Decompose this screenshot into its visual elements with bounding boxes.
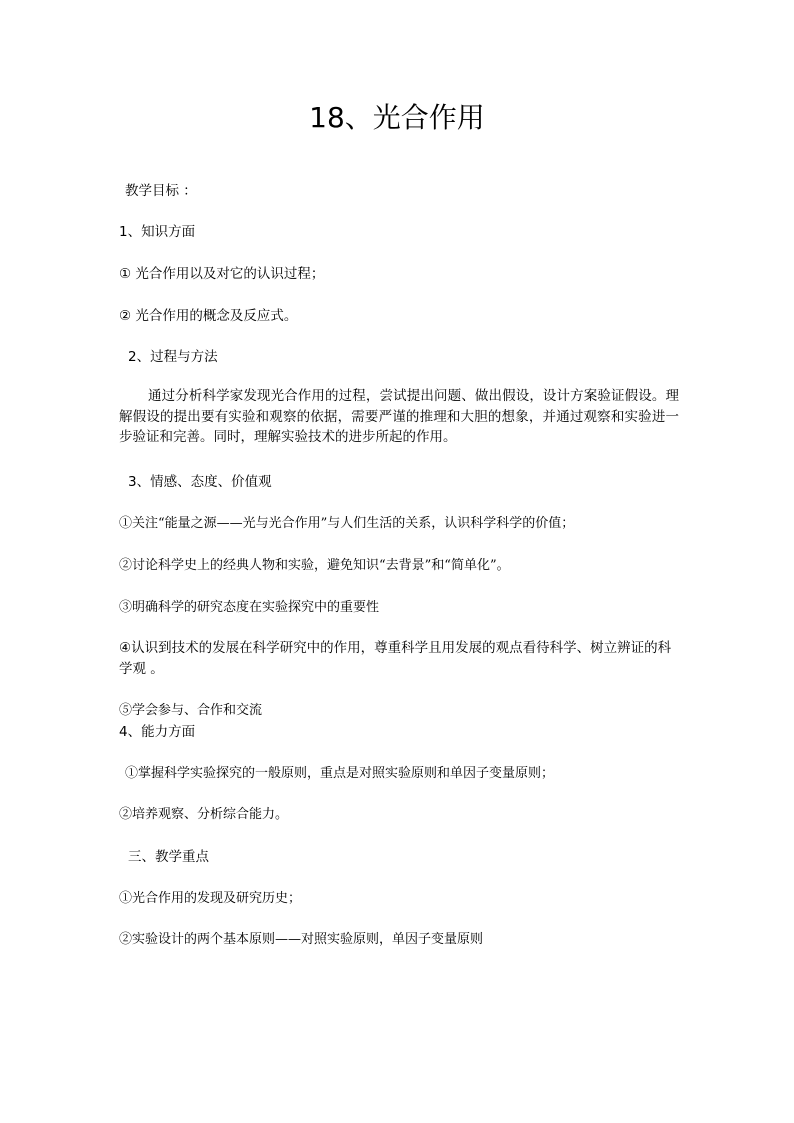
section3-item-5: ⑤学会参与、合作和交流 <box>119 703 263 718</box>
section5-heading: 三、教学重点 <box>128 849 209 865</box>
section1-heading: 1、知识方面 <box>119 224 196 240</box>
section3-item-4: ④认识到技术的发展在科学研究中的作用，尊重科学且用发展的观点看待科学、树立辨证的科学观 。 <box>119 640 672 677</box>
goals-heading: 教学目标 ： <box>125 183 197 199</box>
section4-heading: 4、能力方面 <box>119 724 196 740</box>
section5-item-1: ①光合作用的发现及研究历史； <box>119 891 302 906</box>
section5-item-2: ②实验设计的两个基本原则——对照实验原则，单因子变量原则 <box>119 932 484 947</box>
section2-paragraph: 通过分析科学家发现光合作用的过程，尝试提出问题、做出假设，设计方案验证假设。理解假设的提出要有实验和观察的依据，需要严谨的推理和大胆的想象，并通过观察和实验进一步验证和完善。同时，理解实验技术的进步所起的作用。 <box>119 388 679 445</box>
section4-item-1: ①掌握科学实验探究的一般原则，重点是对照实验原则和单因子变量原则； <box>125 766 555 781</box>
section2-heading: 2、过程与方法 <box>128 349 218 365</box>
section3-item-2: ②讨论科学史上的经典人物和实验，避免知识“去背景”和“简单化”。 <box>119 558 510 573</box>
section3-heading: 3、情感、态度、价值观 <box>128 474 272 490</box>
section4-item-2: ②培养观察、分析综合能力。 <box>119 807 289 822</box>
section1-item-1: ① 光合作用以及对它的认识过程； <box>119 266 325 282</box>
section3-item-1: ①关注“能量之源——光与光合作用”与人们生活的关系，认识科学科学的价值； <box>119 516 575 531</box>
document-title: 18、光合作用 <box>309 101 485 134</box>
section1-item-2: ② 光合作用的概念及反应式。 <box>119 308 298 324</box>
section3-item-3: ③明确科学的研究态度在实验探究中的重要性 <box>119 600 380 615</box>
